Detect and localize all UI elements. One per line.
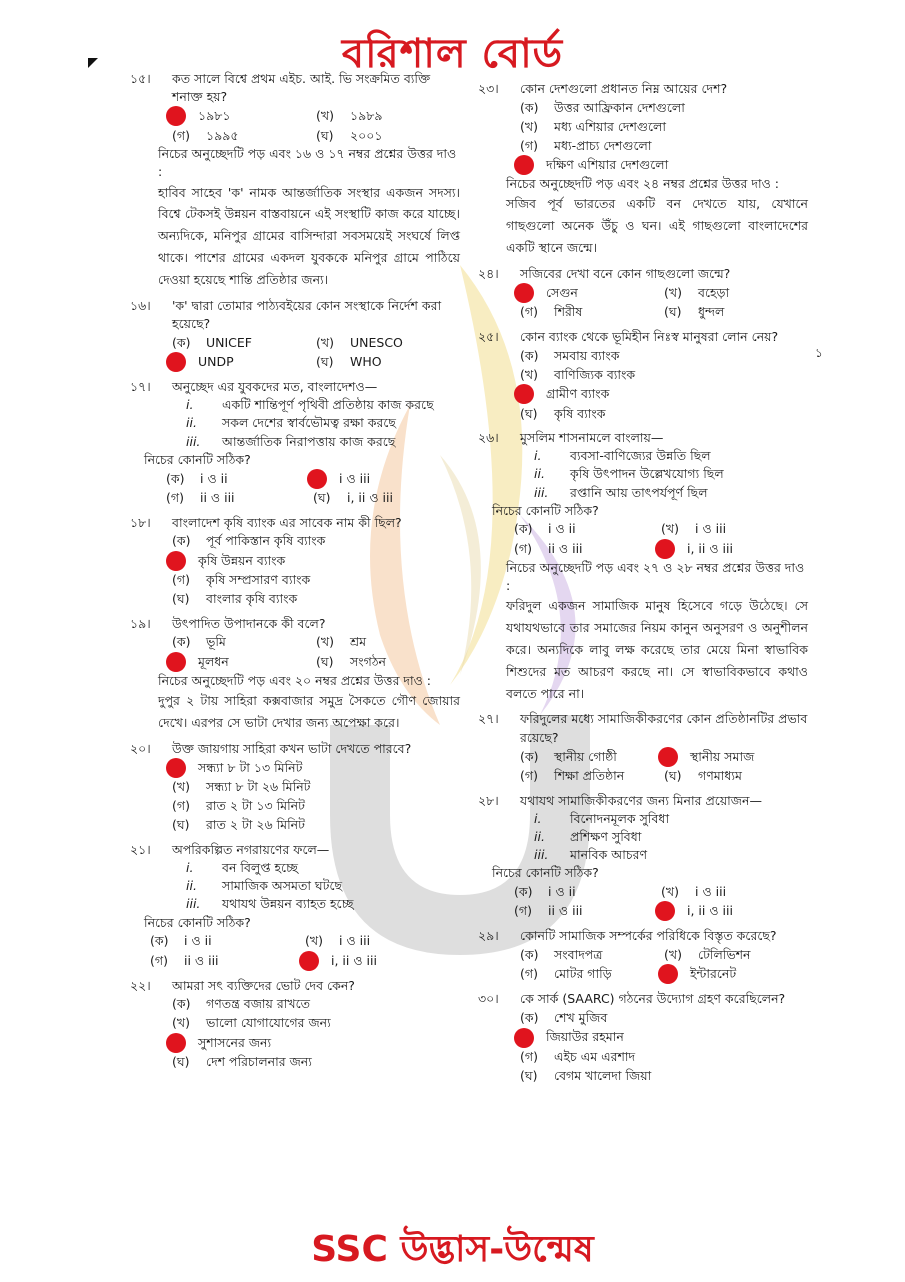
option-text: কৃষি উন্নয়ন ব্যাংক: [198, 552, 286, 568]
statement-numeral: ii.: [534, 466, 545, 482]
option-text: দক্ষিণ এশিয়ার দেশগুলো: [546, 157, 669, 173]
option-text: WHO: [350, 354, 382, 370]
option-text: i ও iii: [339, 470, 371, 486]
option-label: (ঘ): [172, 591, 190, 607]
option-label: (খ): [172, 1015, 190, 1031]
option-text: i ও iii: [695, 521, 727, 537]
option-label: (গ): [150, 952, 168, 968]
question-number: ১৭।: [130, 379, 151, 395]
sub-question: নিচের কোনটি সঠিক?: [492, 865, 599, 881]
question-text: অনুচ্ছেদ এর যুবকদের মত, বাংলাদেশও—: [172, 379, 378, 395]
answer-bubble: [307, 469, 327, 489]
option-label: (গ): [172, 798, 190, 814]
question-text: কোন ব্যাংক থেকে ভূমিহীন নিঃস্ব মানুষরা লোন নেয়?: [520, 329, 779, 344]
question-number: ১৬।: [130, 297, 151, 313]
option-label: (খ): [305, 933, 323, 949]
option-label: (ক): [172, 996, 191, 1012]
option-label: (খ): [316, 334, 334, 350]
sub-question: নিচের কোনটি সঠিক?: [492, 502, 599, 518]
option-text: মধ্য-প্রাচ্য দেশগুলো: [554, 137, 652, 153]
question-21: [130, 841, 460, 914]
statement-numeral: i.: [186, 397, 194, 413]
question-text: কোন দেশগুলো প্রধানত নিম্ন আয়ের দেশ?: [520, 81, 728, 96]
option-label: (খ): [661, 521, 679, 537]
option-text: i, ii ও iii: [687, 540, 733, 556]
answer-bubble: [166, 1033, 186, 1053]
option-label: (ক): [172, 533, 191, 549]
answer-bubble: [166, 352, 186, 372]
question-text: ফরিদুলের মধ্যে সামাজিকীকরণের কোন প্রতিষ্ঠানটির প্রভাব রয়েছে?: [520, 711, 808, 745]
option-text: গণমাধ্যম: [698, 768, 742, 784]
answer-bubble: [658, 747, 678, 767]
instruction: নিচের অনুচ্ছেদটি পড় এবং ২৪ নম্বর প্রশ্নের উত্তর দাও :: [506, 176, 779, 192]
question-16: [130, 297, 460, 372]
answer-bubble: [299, 951, 319, 971]
statement-text: বন বিলুপ্ত হচ্ছে: [222, 860, 298, 876]
question-text: 'ক' দ্বারা তোমার পাঠ্যবইয়ের কোন সংস্থাকে নির্দেশ করা হয়েছে?: [172, 297, 442, 331]
option-text: সেগুন: [546, 284, 578, 300]
option-label: (ঘ): [664, 304, 682, 320]
option-text: রাত ২ টা ১৩ মিনিট: [206, 798, 305, 814]
option-label: (খ): [520, 366, 538, 382]
answer-bubble: [166, 652, 186, 672]
option-text: এইচ এম এরশাদ: [554, 1048, 636, 1064]
statement-numeral: ii.: [186, 878, 197, 894]
answer-bubble: [514, 283, 534, 303]
option-text: i ও ii: [548, 883, 576, 899]
question-number: ২৩।: [478, 81, 499, 96]
option-label: (গ): [172, 127, 190, 143]
option-text: সংবাদপত্র: [554, 946, 603, 962]
question-30: [478, 990, 808, 1085]
option-text: সন্ধ্যা ৮ টা ১৩ মিনিট: [198, 759, 303, 775]
option-text: বাংলার কৃষি ব্যাংক: [206, 591, 298, 607]
question-number: ১৯।: [130, 615, 151, 631]
option-text: সুশাসনের জন্য: [198, 1034, 272, 1050]
option-label: (ঘ): [664, 768, 682, 784]
answer-bubble: [166, 758, 186, 778]
option-text: ii ও iii: [200, 490, 235, 506]
question-text: আমরা সৎ ব্যক্তিদের ভোট দেব কেন?: [172, 977, 355, 993]
statement-numeral: ii.: [534, 828, 545, 844]
option-text: ভূমি: [206, 634, 226, 650]
stem-paragraph: ফরিদুল একজন সামাজিক মানুষ হিসেবে গড়ে উঠেছে। সে যথাযথভাবে তার সমাজের নিয়ম কানুন অনুসরণ ও অনুশীলন করে। অন্যদিকে লাবু লক্ষ করেছে তার মেয়ে মিনা স্বাভাবিক শিশুদের মত আচরণ করছে না। সে স্বাভাবিকভাবে কথাও বলতে পারে না।: [506, 598, 808, 701]
answer-bubble: [166, 106, 186, 126]
option-text: শিরীষ: [554, 304, 583, 320]
instruction: নিচের অনুচ্ছেদটি পড় এবং ২০ নম্বর প্রশ্নের উত্তর দাও :: [158, 673, 432, 688]
option-text: i ও ii: [200, 470, 228, 486]
question-number: ১৫।: [130, 71, 151, 86]
question-17: [130, 378, 460, 451]
page-number: ১: [815, 346, 823, 360]
option-label: (ঘ): [316, 653, 334, 669]
option-text: জিয়াউর রহমান: [546, 1029, 624, 1045]
option-text: শেখ মুজিব: [554, 1009, 608, 1025]
option-text: i, ii ও iii: [331, 952, 377, 968]
option-label: (গ): [520, 137, 538, 153]
option-label: (খ): [661, 883, 679, 899]
question-number: ২১।: [130, 842, 151, 857]
option-text: সমবায় ব্যাংক: [554, 347, 620, 363]
option-text: ১৯৯৫: [206, 127, 239, 143]
question-text: অপরিকল্পিত নগরায়ণের ফলে—: [172, 842, 330, 857]
option-label: (খ): [316, 634, 334, 650]
option-text: ii ও iii: [184, 952, 219, 968]
answer-bubble: [514, 1028, 534, 1048]
option-label: (খ): [520, 118, 538, 134]
statement-numeral: i.: [534, 448, 542, 464]
statement-text: মানবিক আচরণ: [570, 847, 648, 862]
option-label: (গ): [166, 490, 184, 506]
footer-brand: SSC উদ্ভাস-উন্মেষ: [311, 1229, 594, 1270]
statement-numeral: iii.: [534, 847, 549, 862]
option-text: ভালো যোগাযোগের জন্য: [206, 1015, 331, 1031]
option-text: UNESCO: [350, 334, 403, 350]
option-label: (ক): [520, 748, 539, 764]
option-text: কৃষি ব্যাংক: [554, 405, 606, 421]
question-number: ২৪।: [478, 265, 499, 281]
option-text: স্থানীয় সমাজ: [690, 748, 755, 764]
option-text: ii ও iii: [548, 540, 583, 556]
question-text: কোনটি সামাজিক সম্পর্কের পরিধিকে বিস্তৃত করেছে?: [520, 928, 777, 944]
option-label: (খ): [664, 946, 682, 962]
question-number: ৩০।: [478, 991, 499, 1007]
option-text: মধ্য এশিয়ার দেশগুলো: [554, 118, 666, 134]
question-26: [478, 429, 808, 502]
option-label: (ক): [520, 946, 539, 962]
statement-text: আন্তর্জাতিক নিরাপত্তায় কাজ করছে: [222, 433, 396, 449]
option-text: ধুন্দল: [698, 304, 725, 320]
option-text: স্থানীয় গোষ্ঠী: [554, 748, 617, 764]
option-text: i ও iii: [695, 883, 727, 899]
left-column: [130, 64, 460, 1072]
question-number: ১৮।: [130, 514, 151, 530]
option-label: (ক): [166, 470, 185, 486]
sub-question: নিচের কোনটি সঠিক?: [144, 451, 251, 467]
question-number: ২০।: [130, 740, 151, 756]
option-text: i, ii ও iii: [687, 903, 733, 919]
option-text: UNDP: [198, 354, 234, 370]
option-text: ii ও iii: [548, 903, 583, 919]
question-15: [130, 70, 460, 145]
answer-bubble: [166, 551, 186, 571]
statement-text: সকল দেশের স্বার্বভৌমত্ব রক্ষা করছে: [222, 415, 396, 431]
instruction: নিচের অনুচ্ছেদটি পড় এবং ২৭ ও ২৮ নম্বর প্রশ্নের উত্তর দাও :: [506, 559, 805, 593]
option-text: UNICEF: [206, 334, 253, 350]
statement-numeral: i.: [186, 860, 194, 876]
option-label: (গ): [172, 572, 190, 588]
option-label: (ক): [514, 883, 533, 899]
statement-numeral: ii.: [186, 415, 197, 431]
instruction: নিচের অনুচ্ছেদটি পড় এবং ১৬ ও ১৭ নম্বর প্রশ্নের উত্তর দাও :: [158, 146, 457, 180]
option-label: (ঘ): [316, 127, 334, 143]
statement-numeral: iii.: [186, 433, 201, 449]
option-text: ইন্টারনেট: [690, 966, 737, 982]
statement-numeral: iii.: [534, 484, 549, 500]
question-text: কত সালে বিশ্বে প্রথম এইচ. আই. ভি সংক্রমিত ব্যক্তি শনাক্ত হয়?: [172, 71, 431, 105]
option-label: (খ): [172, 779, 190, 795]
answer-bubble: [655, 539, 675, 559]
option-text: ১৯৮৯: [350, 108, 383, 124]
answer-bubble: [514, 384, 534, 404]
question-25: [478, 328, 808, 423]
option-label: (গ): [520, 966, 538, 982]
stem-paragraph: সজিব পূর্ব ভারতের একটি বন দেখতে যায়, যেখানে গাছগুলো অনেক উঁচু ও ঘন। এই গাছগুলো বাংলাদেশের একটি স্থানে জন্মে।: [506, 196, 808, 255]
option-label: (ক): [520, 1009, 539, 1025]
option-label: (ঘ): [172, 1054, 190, 1070]
question-28: [478, 792, 808, 865]
answer-bubble: [514, 155, 534, 175]
option-text: মোটর গাড়ি: [554, 966, 612, 982]
question-22: [130, 977, 460, 1072]
question-18: [130, 514, 460, 609]
question-27: [478, 710, 808, 785]
right-column: [478, 74, 808, 1086]
question-number: ২৬।: [478, 430, 499, 446]
question-20: [130, 740, 460, 835]
option-text: দেশ পরিচালনার জন্য: [206, 1054, 312, 1070]
option-label: (গ): [520, 304, 538, 320]
statement-numeral: i.: [534, 810, 542, 826]
question-number: ২৫।: [478, 329, 499, 344]
option-label: (গ): [514, 903, 532, 919]
option-label: (ঘ): [172, 817, 190, 833]
question-number: ২৯।: [478, 928, 499, 944]
stem-paragraph: হাবিব সাহেব 'ক' নামক আন্তর্জাতিক সংস্থার একজন সদস্য। বিশ্বে টেকসই উন্নয়ন বাস্তবায়নে এই সংস্থাটি কাজ করে যাচ্ছে। অন্যদিকে, মনিপুর গ্রামের বাসিন্দারা সবসময়েই সংঘর্ষে লিপ্ত থাকে। পাশের গ্রামের একদল যুবককে মনিপুর গ্রামে পাঠিয়ে দেওয়া হয়েছে শান্তি প্রতিষ্ঠার জন্য।: [158, 184, 460, 287]
statement-text: রপ্তানি আয় তাৎপর্যপূর্ণ ছিল: [570, 484, 708, 500]
question-text: উক্ত জায়গায় সাহিরা কখন ভাটা দেখতে পারবে?: [172, 740, 412, 756]
statement-text: প্রশিক্ষণ সুবিধা: [570, 828, 642, 844]
question-text: সজিবের দেখা বনে কোন গাছগুলো জন্মে?: [520, 265, 731, 281]
question-19: [130, 615, 460, 672]
option-label: (খ): [664, 284, 682, 300]
option-text: i ও iii: [339, 933, 371, 949]
option-text: শিক্ষা প্রতিষ্ঠান: [554, 768, 625, 784]
option-text: গ্রামীণ ব্যাংক: [546, 386, 610, 402]
question-text: বাংলাদেশ কৃষি ব্যাংক এর সাবেক নাম কী ছিল?: [172, 514, 402, 530]
option-label: (ঘ): [313, 490, 331, 506]
option-label: (ঘ): [520, 1067, 538, 1083]
option-label: (ক): [172, 334, 191, 350]
question-number: ২৭।: [478, 711, 499, 727]
question-number: ২২।: [130, 977, 151, 993]
option-text: মূলধন: [198, 653, 229, 669]
answer-bubble: [655, 901, 675, 921]
option-label: (গ): [520, 1048, 538, 1064]
statement-text: ব্যবসা-বাণিজ্যের উন্নতি ছিল: [570, 448, 711, 464]
option-text: ২০০১: [350, 127, 383, 143]
question-23: [478, 80, 808, 175]
option-label: (ঘ): [316, 354, 334, 370]
option-text: বহেড়া: [698, 284, 730, 300]
question-text: কে সার্ক (SAARC) গঠনের উদ্যোগ গ্রহণ করেছিলেন?: [520, 991, 786, 1007]
option-label: (ক): [520, 99, 539, 115]
option-text: রাত ২ টা ২৬ মিনিট: [206, 817, 305, 833]
option-text: শ্রম: [350, 634, 367, 650]
option-label: (ক): [150, 933, 169, 949]
option-label: (ক): [520, 347, 539, 363]
answer-bubble: [658, 964, 678, 984]
statement-text: সামাজিক অসমতা ঘটছে: [222, 878, 343, 894]
option-text: ১৯৮১: [198, 108, 231, 124]
option-text: গণতন্ত্র বজায় রাখতে: [206, 996, 310, 1012]
option-text: সন্ধ্যা ৮ টা ২৬ মিনিট: [206, 779, 311, 795]
statement-text: বিনোদনমূলক সুবিধা: [570, 810, 670, 826]
option-text: বেগম খালেদা জিয়া: [554, 1067, 652, 1083]
option-text: বাণিজ্যিক ব্যাংক: [554, 366, 636, 382]
question-29: [478, 927, 808, 984]
statement-text: যথাযথ উন্নয়ন ব্যাহত হচ্ছে: [222, 896, 354, 912]
option-label: (ঘ): [520, 405, 538, 421]
question-text: মুসলিম শাসনামলে বাংলায়—: [520, 430, 664, 446]
option-text: পূর্ব পাকিস্তান কৃষি ব্যাংক: [206, 533, 326, 549]
statement-text: কৃষি উৎপাদন উল্লেখযোগ্য ছিল: [570, 466, 724, 482]
option-text: টেলিভিশন: [698, 946, 751, 962]
option-text: i, ii ও iii: [347, 490, 393, 506]
question-24: [478, 265, 808, 322]
option-label: (গ): [520, 768, 538, 784]
option-text: উত্তর আফ্রিকান দেশগুলো: [554, 99, 685, 115]
option-label: (ক): [514, 521, 533, 537]
statement-numeral: iii.: [186, 896, 201, 912]
option-label: (ক): [172, 634, 191, 650]
sub-question: নিচের কোনটি সঠিক?: [144, 914, 251, 930]
option-text: i ও ii: [184, 933, 212, 949]
question-text: উৎপাদিত উপাদানকে কী বলে?: [172, 615, 326, 631]
statement-text: একটি শান্তিপূর্ণ পৃথিবী প্রতিষ্ঠায় কাজ করছে: [222, 397, 434, 413]
option-label: (খ): [316, 108, 334, 124]
option-text: i ও ii: [548, 521, 576, 537]
option-text: সংগঠন: [350, 653, 386, 669]
stem-paragraph: দুপুর ২ টায় সাহিরা কক্সবাজার সমুদ্র সৈকতে গৌণ জোয়ার দেখে। এরপর সে ভাটা দেখার জন্য অপেক্ষা করে।: [158, 693, 460, 730]
option-text: কৃষি সম্প্রসারণ ব্যাংক: [206, 572, 311, 588]
option-label: (গ): [514, 540, 532, 556]
board-title: বরিশাল বোর্ড: [341, 31, 564, 77]
question-text: যথাযথ সামাজিকীকরণের জন্য মিনার প্রয়োজন—: [520, 792, 762, 808]
question-number: ২৮।: [478, 792, 499, 808]
